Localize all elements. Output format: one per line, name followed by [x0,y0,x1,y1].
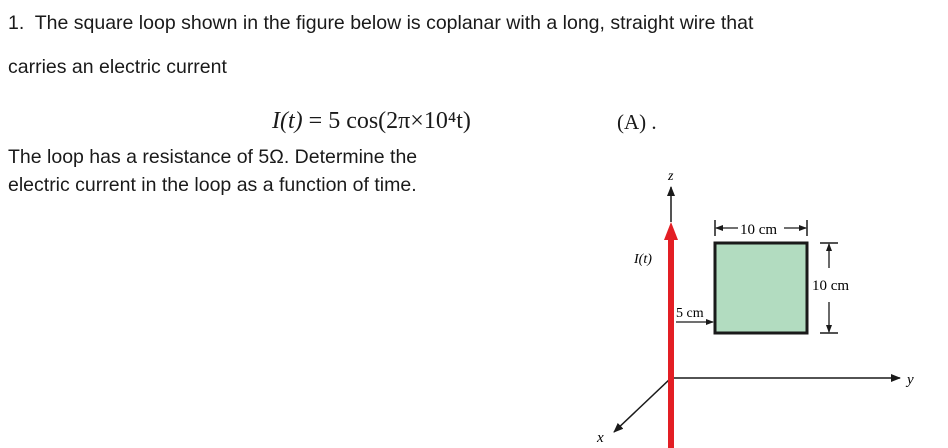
square-loop [715,243,807,333]
problem-text-1: The square loop shown in the figure below is coplanar with a long, straight wire that [34,12,754,34]
problem-number: 1. [8,12,25,34]
z-axis-label: z [668,169,674,184]
x-axis [614,378,671,432]
problem-line-3: The loop has a resistance of 5Ω. Determine the [8,146,418,168]
equation-tag: (A) . [617,110,657,134]
x-axis-label: x [597,430,604,446]
height-dim-label: 10 cm [812,278,850,294]
problem-line-4: electric current in the loop as a function of time. [8,174,417,196]
y-axis-label: y [907,372,914,388]
gap-dim-label: 5 cm [676,306,704,321]
width-dim-label: 10 cm [740,222,778,238]
current-label: I(t) [634,252,652,267]
equation-lhs: I(t) [272,108,303,134]
current-direction-arrow [664,222,678,240]
problem-line-2: carries an electric current [8,56,227,78]
equation-rhs: = 5 cos(2π×10⁴t) [308,108,471,134]
